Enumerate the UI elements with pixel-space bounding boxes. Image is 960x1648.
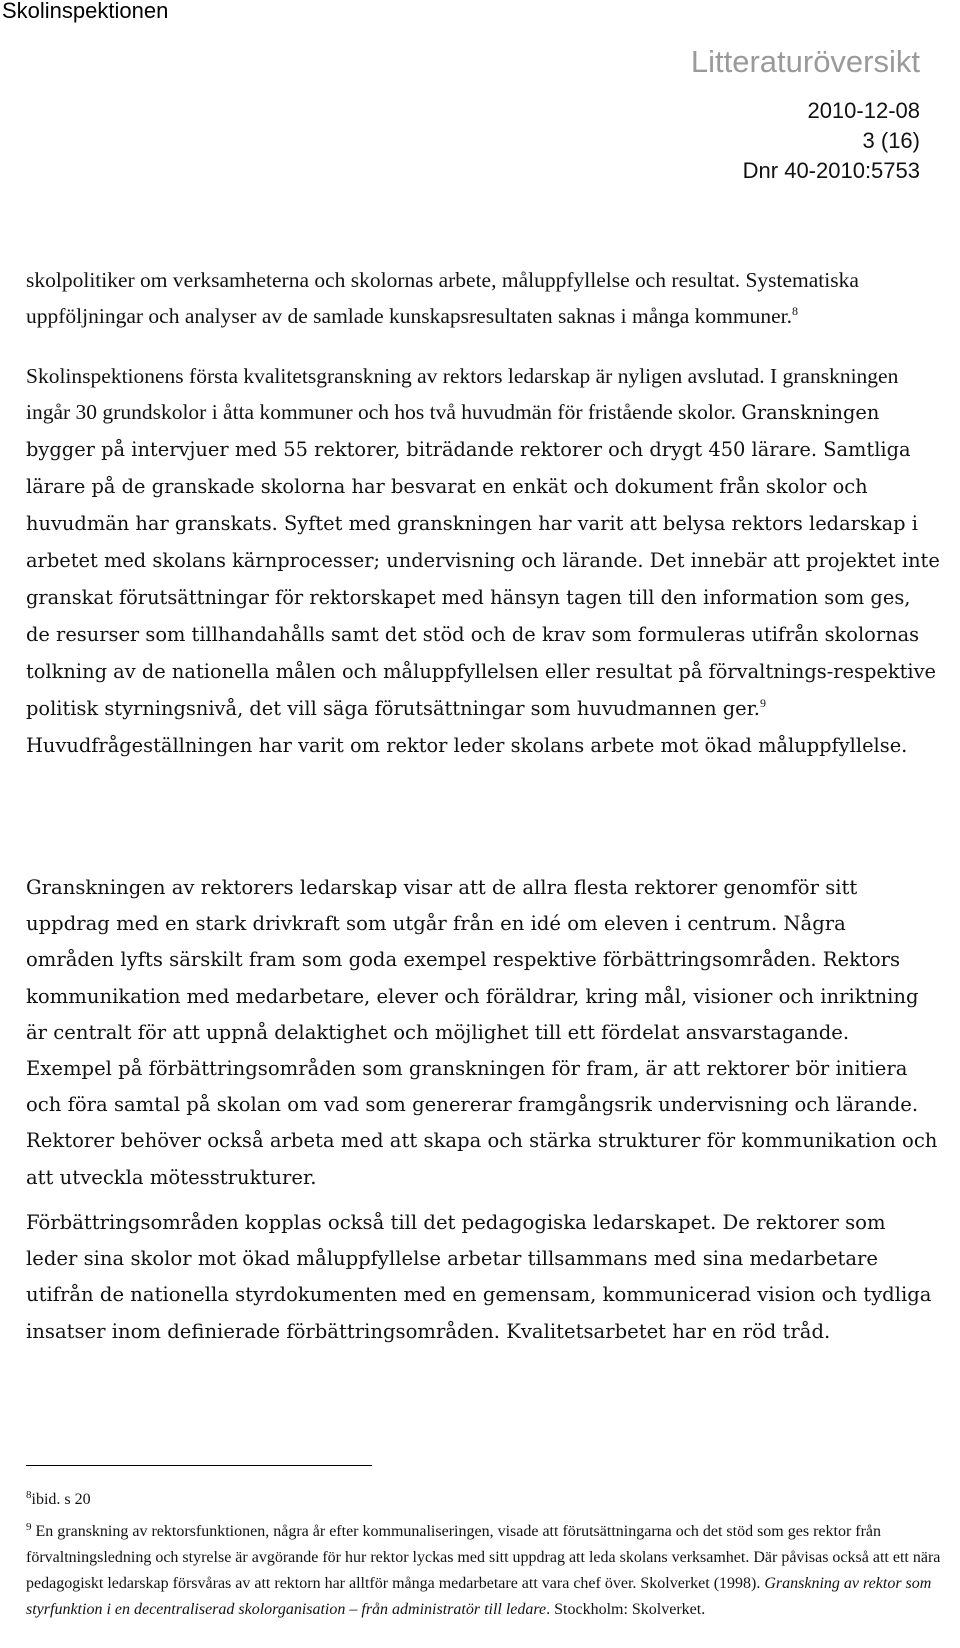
footnote-8-text: ibid. s 20 [31,1491,91,1508]
paragraph-4: Förbättringsområden kopplas också till det pedagogiska ledarskapet. De rektorer som leder sina skolor mot ökad måluppfyllelse arbetar tillsammans med sina medarbetare utifrån de nationella styrdokumenten med en gemensam, kommunicerad vision och tydliga insatser inom definierade förbättringsområden. Kvalitetsarbetet har en röd tråd. [26,1211,932,1343]
footnote-9-text: En granskning av rektorsfunktionen, några år efter kommunaliseringen, visade att förutsättningarna och det stöd som ges rektor från förvaltningsledning och styrelse är avgörande för hur rektor lyckas med sitt uppdrag att leda skolans verksamhet. Där påvisas också att ett nära pedagogiskt ledarskap försvåras av att rektorn har alltför många medarbetare att vara chef över. Skolverket (1998). [26,1523,941,1592]
document-date: 2010-12-08 [807,98,920,123]
footnote-8-number: 8 [26,1489,32,1501]
footnote-9-cited-title: Granskning av rektor som styrfunktion i en decentraliserad skolorganisation – från administratör till ledare [26,1575,932,1618]
reference-number: Dnr 40-2010:5753 [742,158,920,183]
paragraph-2-text-a: Skolinspektionens första kvalitetsgranskning av rektors ledarskap är nyligen avslutad. I granskningen ingår 30 grundskolor i åtta kommuner och hos två huvudmän för fristående skolor. [26,364,899,424]
footnote-9-number: 9 [26,1521,32,1533]
paragraph-2-text-b: Granskningen bygger på intervjuer med 55 rektorer, biträdande rektorer och drygt 450 lärare. Samtliga lärare på de granskade skolorna har besvarat en enkät och dokument från skolor och huvudmän har granskats. Syftet med granskningen har varit att belysa rektors ledarskap i arbetet med skolans kärnprocesser; undervisning och lärande. Det innebär att projektet inte granskat förutsättningar för rektorskapet med hänsyn tagen till den information som ges, de resurser som tillhandahålls samt det stöd och de krav som formuleras utifrån skolornas tolkning av de nationella målen och måluppfyllelsen eller resultat på förvaltnings-respektive politisk styrningsnivå, det vill säga förutsättningar som huvudmannen ger. [26,401,940,720]
organization-name: Skolinspektionen [2,0,169,23]
page-number: 3 (16) [862,128,920,153]
footnote-separator [26,1465,372,1466]
footnote-8 [26,1487,942,1513]
footnote-9 [26,1519,942,1623]
paragraph-1 [26,262,940,334]
paragraph-1-text: skolpolitiker om verksamheterna och skolornas arbete, måluppfyllelse och resultat. Systematiska uppföljningar och analyser av de samlade kunskapsresultaten saknas i många kommuner. [26,268,859,328]
document-meta [743,96,920,186]
document-type-title: Litteraturöversikt [690,44,920,79]
footnote-ref-9: 9 [759,696,766,710]
paragraph-2 [26,358,940,764]
footnote-9-publisher: . Stockholm: Skolverket. [546,1601,706,1618]
paragraph-3: Granskningen av rektorers ledarskap visar att de allra flesta rektorer genomför sitt uppdrag med en stark drivkraft som utgår från en idé om eleven i centrum. Några områden lyfts särskilt fram som goda exempel respektive förbättringsområden. Rektors kommunikation med medarbetare, elever och föräldrar, kring mål, visioner och inriktning är centralt för att uppnå delaktighet och möjlighet till ett fördelat ansvarstagande. Exempel på förbättringsområden som granskningen för fram, är att rektorer bör initiera och föra samtal på skolan om vad som genererar framgångsrik undervisning och lärande. Rektorer behöver också arbeta med att skapa och stärka strukturer för kommunikation och att utveckla mötesstrukturer. [26,876,938,1189]
footnote-ref-8: 8 [792,304,799,318]
paragraph-2-text-c: Huvudfrågeställningen har varit om rektor leder skolans arbete mot ökad måluppfyllelse. [26,734,908,757]
